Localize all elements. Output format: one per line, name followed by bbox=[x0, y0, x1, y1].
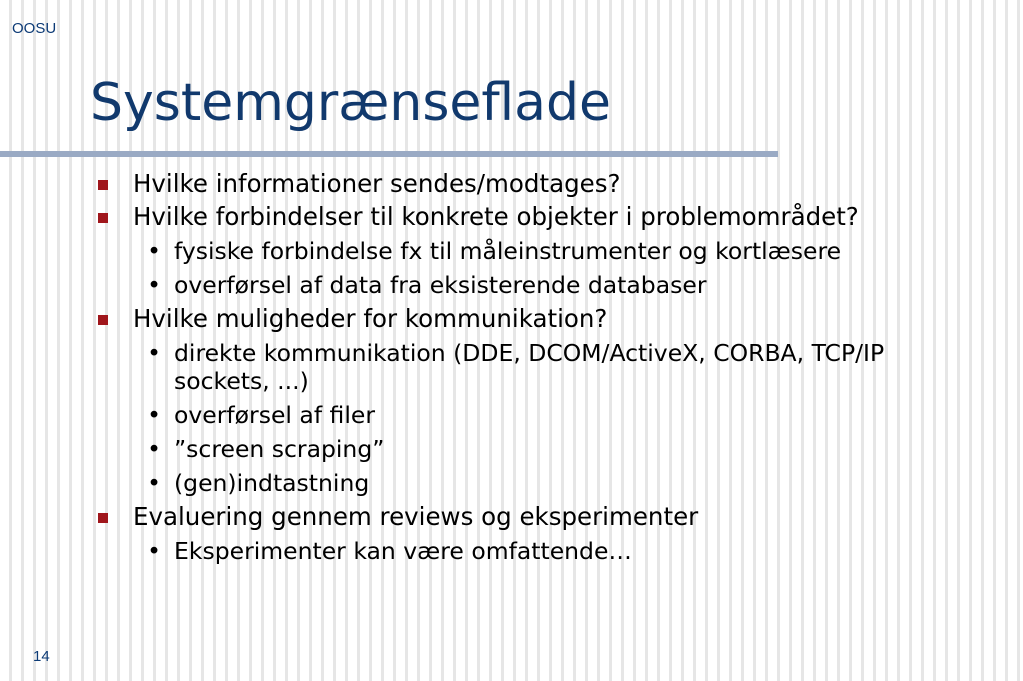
sub-bullet-item bbox=[133, 469, 964, 497]
sub-bullet-item bbox=[133, 271, 964, 299]
sub-bullet-list bbox=[133, 537, 992, 565]
sub-bullet-text: ”screen scraping” bbox=[174, 435, 385, 463]
dot-bullet-icon: • bbox=[147, 537, 161, 565]
sub-bullet-item bbox=[133, 401, 964, 429]
dot-bullet-icon: • bbox=[147, 469, 161, 497]
page-number: 14 bbox=[33, 648, 50, 665]
square-bullet-icon bbox=[98, 213, 108, 223]
dot-bullet-icon: • bbox=[147, 237, 161, 265]
bullet-text: Hvilke muligheder for kommunikation? bbox=[133, 304, 608, 333]
sub-bullet-item bbox=[133, 435, 964, 463]
bullet-item bbox=[92, 503, 992, 565]
dot-bullet-icon: • bbox=[147, 271, 161, 299]
title-divider bbox=[0, 151, 778, 157]
bullet-text: Evaluering gennem reviews og eksperimenter bbox=[133, 502, 699, 531]
square-bullet-icon bbox=[98, 315, 108, 325]
dot-bullet-icon: • bbox=[147, 339, 161, 367]
sub-bullet-text: fysiske forbindelse fx til måleinstrumenter og kortlæsere bbox=[174, 237, 842, 265]
sub-bullet-text: direkte kommunikation (DDE, DCOM/ActiveX, CORBA, TCP/IP sockets, ...) bbox=[174, 339, 885, 395]
sub-bullet-list bbox=[133, 237, 992, 299]
sub-bullet-item bbox=[133, 537, 964, 565]
sub-bullet-text: overførsel af filer bbox=[174, 401, 376, 429]
bullet-item bbox=[92, 170, 992, 198]
sub-bullet-item bbox=[133, 237, 964, 265]
sub-bullet-text: Eksperimenter kan være omfattende… bbox=[174, 537, 632, 565]
sub-bullet-text: (gen)indtastning bbox=[174, 469, 370, 497]
bullet-text: Hvilke forbindelser til konkrete objekter i problemområdet? bbox=[133, 202, 859, 231]
sub-bullet-list bbox=[133, 339, 992, 497]
bullet-item bbox=[92, 305, 992, 497]
org-label: OOSU bbox=[12, 20, 57, 37]
square-bullet-icon bbox=[98, 513, 108, 523]
dot-bullet-icon: • bbox=[147, 401, 161, 429]
bullet-text: Hvilke informationer sendes/modtages? bbox=[133, 169, 621, 198]
sub-bullet-text: overførsel af data fra eksisterende databaser bbox=[174, 271, 707, 299]
bullet-list bbox=[92, 170, 992, 571]
dot-bullet-icon: • bbox=[147, 435, 161, 463]
square-bullet-icon bbox=[98, 180, 108, 190]
sub-bullet-item bbox=[133, 339, 964, 395]
bullet-item bbox=[92, 203, 992, 299]
slide-title: Systemgrænseflade bbox=[90, 73, 612, 133]
